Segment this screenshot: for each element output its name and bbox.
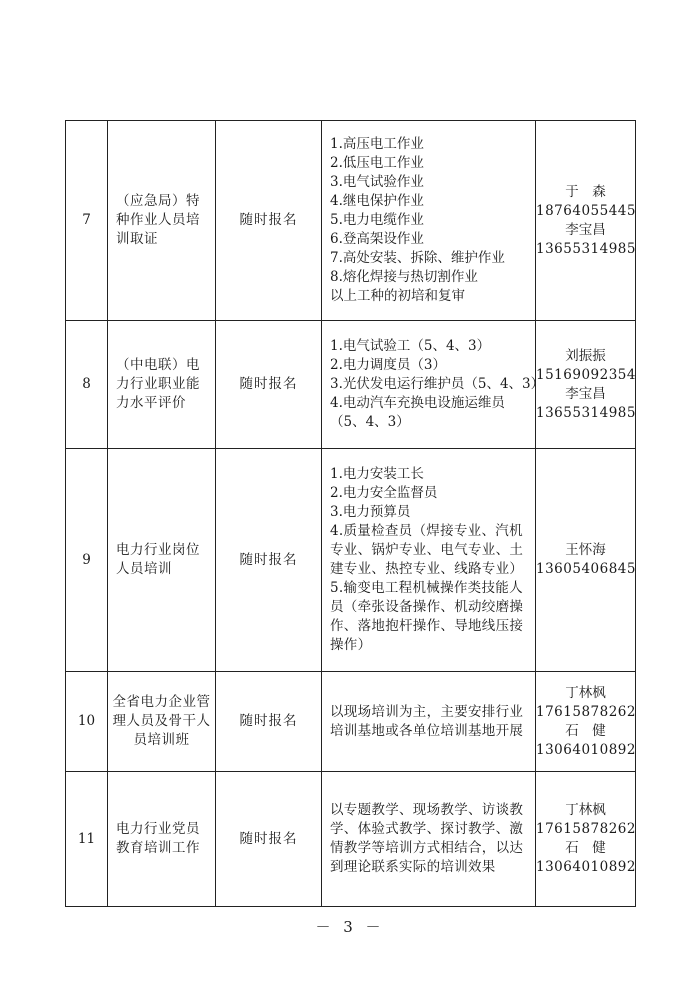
contact-person: 李宝昌 (565, 221, 606, 238)
content-line: 以专题教学、现场教学、访谈教学、体验式教学、探讨教学、激情教学等培训方式相结合，以达到理论联系实际的培训效果 (330, 802, 524, 875)
row-number: 9 (66, 449, 108, 672)
content-line: 4.继电保护作业 (330, 193, 424, 209)
content-line: 7.高处安装、拆除、维护作业 (330, 250, 505, 266)
table-row (66, 449, 636, 672)
training-content (322, 121, 536, 321)
contact-phone: 13605406845 (536, 561, 636, 577)
training-content (322, 321, 545, 449)
enroll-time: 随时报名 (216, 772, 322, 907)
project-name: （应急局）特种作业人员培训取证 (108, 121, 216, 321)
contact-info (536, 449, 636, 672)
content-line: 3.光伏发电运行维护员（5、4、3） (330, 376, 545, 392)
content-line: 8.熔化焊接与热切割作业 (330, 269, 478, 285)
enroll-time: 随时报名 (216, 121, 322, 321)
contact-phone: 18764055445 (536, 202, 636, 219)
contact-person: 于 森 (565, 183, 606, 200)
project-name: 电力行业党员教育培训工作 (108, 772, 216, 907)
contact-phone: 13064010892 (536, 741, 636, 758)
content-line: 4.质量检查员（焊接专业、汽机专业、锅炉专业、电气专业、土建专业、热控专业、线路专业） (330, 523, 524, 577)
contact-info (536, 321, 636, 449)
table-row (66, 121, 636, 321)
contact-person: 丁林枫 (565, 802, 606, 818)
enroll-time: 随时报名 (216, 449, 322, 672)
training-table (65, 120, 636, 907)
contact-phone: 17615878262 (536, 703, 636, 720)
contact-info (536, 672, 636, 772)
content-line: 以现场培训为主，主要安排行业培训基地或各单位培训基地开展 (330, 703, 524, 739)
content-line: 3.电气试验作业 (330, 174, 424, 190)
project-name: （中电联）电力行业职业能力水平评价 (108, 321, 216, 449)
page-number: － 3 － (315, 918, 385, 936)
enroll-time: 随时报名 (216, 672, 322, 772)
training-content (322, 672, 536, 772)
project-name: 电力行业岗位人员培训 (108, 449, 216, 672)
content-line: 5.输变电工程机械操作类技能人员（牵张设备操作、机动绞磨操作、落地抱杆操作、导地线压接操作） (330, 580, 524, 653)
contact-person: 丁林枫 (565, 684, 606, 701)
table-row (66, 672, 636, 772)
training-content (322, 772, 536, 907)
row-number: 7 (66, 121, 108, 321)
content-line: 1.高压电工作业 (330, 136, 424, 152)
contact-phone: 13655314985 (536, 404, 636, 421)
contact-phone: 13064010892 (536, 859, 636, 875)
contact-info (536, 121, 636, 321)
content-line: 2.电力调度员（3） (330, 357, 446, 373)
content-line: 4.电动汽车充换电设施运维员 (330, 395, 505, 411)
contact-phone: 17615878262 (536, 821, 636, 837)
content-line: 2.低压电工作业 (330, 155, 424, 171)
content-line: 3.电力预算员 (330, 504, 411, 520)
contact-phone: 13655314985 (536, 240, 636, 257)
contact-phone: 15169092354 (536, 366, 636, 383)
content-line: 5.电力电缆作业 (330, 212, 424, 228)
contact-person: 李宝昌 (565, 385, 606, 402)
contact-person: 刘振振 (565, 347, 606, 364)
content-line: 1.电气试验工（5、4、3） (330, 338, 491, 354)
enroll-time: 随时报名 (216, 321, 322, 449)
content-line: 6.登高架设作业 (330, 231, 424, 247)
row-number: 10 (66, 672, 108, 772)
table-row (66, 772, 636, 907)
contact-person: 石 健 (565, 722, 606, 739)
project-name: 全省电力企业管理人员及骨干人员培训班 (108, 672, 216, 772)
content-line: （5、4、3） (330, 414, 410, 430)
contact-person: 王怀海 (565, 542, 606, 558)
contact-info (536, 772, 636, 907)
content-line: 2.电力安全监督员 (330, 485, 438, 501)
contact-person: 石 健 (565, 840, 606, 856)
row-number: 8 (66, 321, 108, 449)
content-line: 以上工种的初培和复审 (330, 288, 465, 304)
table-row (66, 321, 636, 449)
row-number: 11 (66, 772, 108, 907)
training-content (322, 449, 536, 672)
content-line: 1.电力安装工长 (330, 466, 424, 482)
